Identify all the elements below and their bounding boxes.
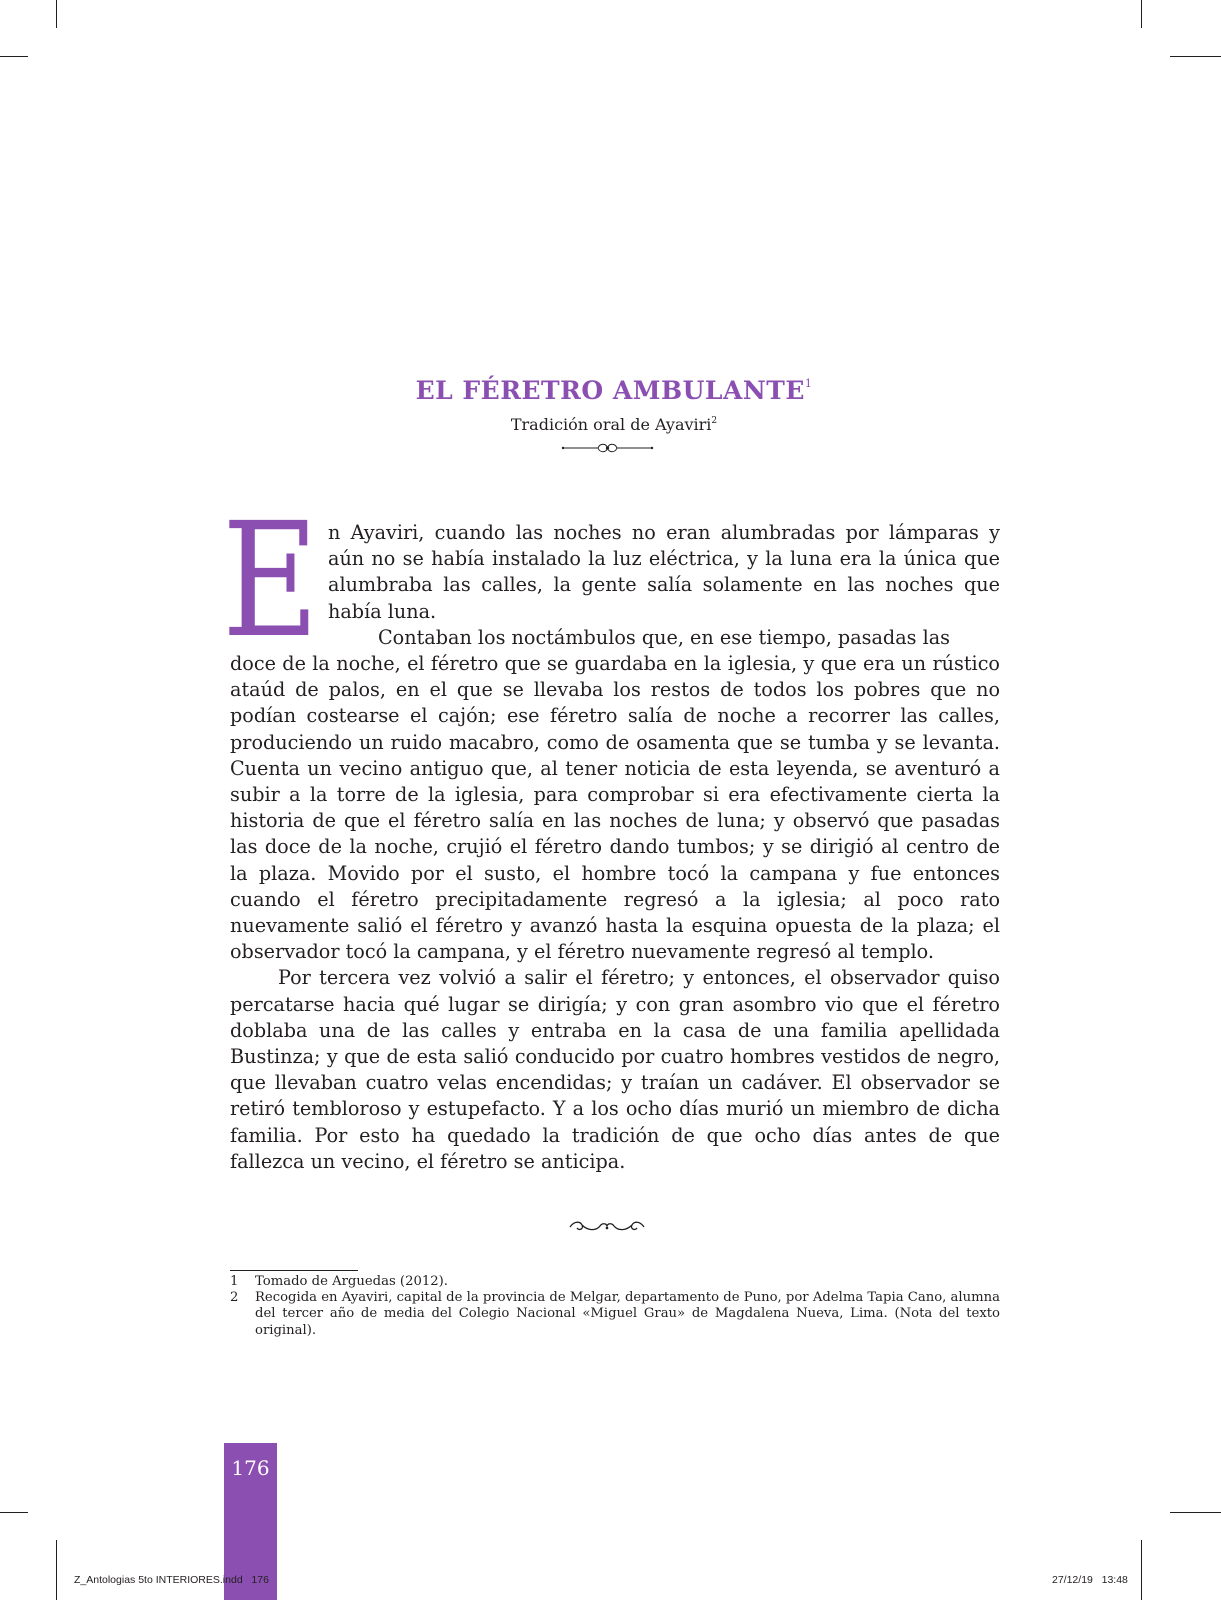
crop-mark-bottom-right-v	[1141, 1540, 1142, 1600]
footnotes	[230, 1274, 1000, 1339]
title-footnote-marker: 1	[804, 377, 813, 390]
story-body	[230, 520, 1000, 1175]
footnote-1	[230, 1274, 1000, 1290]
drop-cap: E	[222, 489, 319, 673]
footnote-number: 2	[230, 1290, 239, 1306]
title-text: EL FÉRETRO AMBULANTE	[415, 376, 805, 405]
crop-mark-top-right-h	[1170, 56, 1221, 57]
subtitle-footnote-marker: 2	[711, 416, 718, 426]
footnote-2	[230, 1290, 1000, 1339]
paragraph-3: Por tercera vez volvió a salir el féretro; y entonces, el observador quiso percatarse hacia qué lugar se dirigía; y con gran asombro vio que el féretro doblaba una de las calles y entraba en la casa de una familia apellidada Bustinza; y que de esta salió conducido por cuatro hombres vestidos de negro, que llevaban cuatro velas encendidas; y traían un cadáver. El observador se retiró tembloroso y estupefacto. Y a los ocho días murió un miembro de dicha familia. Por esto ha quedado la tradición de que ocho días antes de que fallezca un vecino, el féretro se anticipa.	[230, 966, 1000, 1173]
slug-timestamp: 27/12/19 13:48	[1052, 1574, 1128, 1586]
footnote-rule	[230, 1270, 358, 1271]
flourish-divider-icon	[560, 439, 655, 458]
crop-mark-top-right-v	[1141, 0, 1142, 28]
crop-mark-top-left-v	[56, 0, 57, 28]
footnote-text: Tomado de Arguedas (2012).	[255, 1274, 448, 1289]
scroll-flourish-icon	[566, 1218, 648, 1238]
page-title	[230, 376, 998, 405]
page-number: 176	[231, 1456, 270, 1480]
crop-mark-top-left-h	[0, 56, 28, 57]
paragraph-2-head: Contaban los noctámbulos que, en ese tiempo, pasadas las	[378, 625, 951, 649]
footnote-text: Recogida en Ayaviri, capital de la provincia de Melgar, departamento de Puno, por Adelma Tapia Cano, alumna del tercer año de media del Colegio Nacional «Miguel Grau» de Magdalena Nueva, Lima. (Nota del texto original).	[255, 1290, 1000, 1338]
crop-mark-bottom-left-h	[0, 1512, 28, 1513]
subtitle	[230, 415, 998, 434]
slug-filename: Z_Antologias 5to INTERIORES.indd 176	[74, 1574, 269, 1586]
crop-mark-bottom-right-h	[1170, 1512, 1221, 1513]
crop-mark-bottom-left-v	[56, 1540, 57, 1600]
subtitle-text: Tradición oral de Ayaviri	[510, 415, 712, 434]
paragraph-1: n Ayaviri, cuando las noches no eran alumbradas por lámparas y aún no se había instalado la luz eléctrica, y la luna era la única que alumbraba las calles, la gente salía solamente en las noches que había luna.	[328, 521, 1000, 623]
footnote-number: 1	[230, 1274, 239, 1289]
paragraph-2-tail: doce de la noche, el féretro que se guardaba en la iglesia, y que era un rústico ataúd de palos, en el que se llevaba los restos de todos los pobres que no podían costearse el cajón; ese féretro salía de noche a recorrer las calles, produciendo un ruido macabro, como de osamenta que se tumba y se levanta. Cuenta un vecino antiguo que, al tener noticia de esta leyenda, se aventuró a subir a la torre de la iglesia, para comprobar si era efectivamente cierta la historia de que el féretro salía en las noches de luna; y observó que pasadas las doce de la noche, crujió el féretro dando tumbos; y se dirigió al centro de la plaza. Movido por el susto, el hombre tocó la campana y fue entonces cuando el féretro precipitadamente regresó a la iglesia; al poco rato nuevamente salió el féretro y avanzó hasta la esquina opuesta de la plaza; el observador tocó la campana, y el féretro nuevamente regresó al templo.	[230, 652, 1000, 964]
